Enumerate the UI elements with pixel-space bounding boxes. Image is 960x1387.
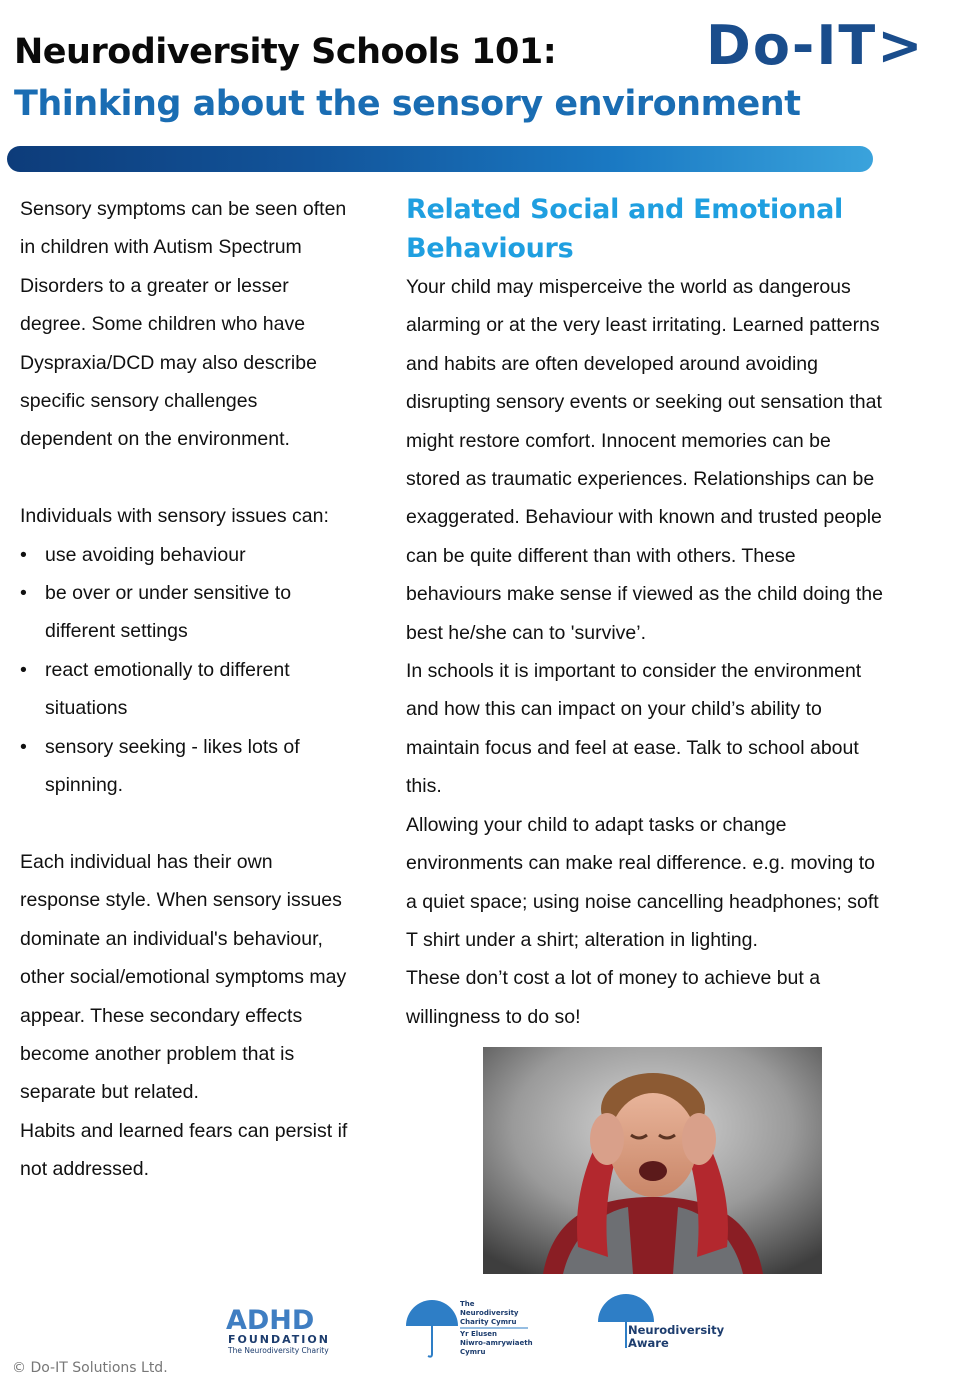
text-line: response style. When sensory issues bbox=[20, 889, 342, 912]
adhd-foundation-logo bbox=[222, 1303, 338, 1355]
bullet-icon: • bbox=[20, 582, 27, 605]
text-line: T shirt under a shirt; alteration in lighting. bbox=[406, 928, 758, 951]
text-line: can be quite different than with others. These bbox=[406, 544, 796, 567]
text-line: Habits and learned fears can persist if bbox=[20, 1119, 348, 1142]
text-line: a quiet space; using noise cancelling headphones; soft bbox=[406, 890, 879, 913]
list-item-text: be over or under sensitive to bbox=[45, 582, 292, 605]
text-line: and how this can impact on your child’s ability to bbox=[406, 698, 822, 721]
text-line: maintain focus and feel at ease. Talk to school about bbox=[406, 736, 859, 759]
list-item-text: use avoiding behaviour bbox=[45, 543, 246, 566]
neurodiversity-aware-logo bbox=[594, 1292, 724, 1352]
nda-logo-line: Aware bbox=[628, 1336, 669, 1350]
list-item-text: spinning. bbox=[45, 774, 124, 797]
text-line: Sensory symptoms can be seen often bbox=[20, 198, 347, 220]
text-line: disrupting sensory events or seeking out sensation that bbox=[406, 391, 882, 414]
adhd-logo-tag: The Neurodiversity Charity bbox=[228, 1346, 329, 1355]
bullet-icon: • bbox=[20, 658, 27, 681]
text-line: best he/she can to 'survive’. bbox=[406, 621, 647, 644]
ndc-logo-line: Neurodiversity bbox=[460, 1309, 519, 1317]
text-line: Each individual has their own bbox=[20, 850, 273, 873]
page-title: Neurodiversity Schools 101: bbox=[14, 32, 557, 72]
text-line: Your child may misperceive the world as dangerous bbox=[406, 276, 851, 298]
header-divider-bar bbox=[7, 146, 873, 172]
list-item bbox=[20, 536, 390, 574]
text-line: Allowing your child to adapt tasks or change bbox=[406, 813, 787, 836]
bullet-icon: • bbox=[20, 735, 27, 758]
list-intro: Individuals with sensory issues can: bbox=[20, 505, 329, 528]
text-line: stored as traumatic experiences. Relationships can be bbox=[406, 468, 875, 491]
section-heading bbox=[406, 190, 946, 268]
text-line: separate but related. bbox=[20, 1081, 199, 1104]
text-line: willingness to do so! bbox=[406, 1005, 581, 1028]
ndc-logo-line: Charity Cymru bbox=[460, 1318, 517, 1326]
text-line: environments can make real difference. e.g. moving to bbox=[406, 852, 875, 875]
right-column bbox=[406, 190, 946, 1036]
list-item bbox=[20, 728, 390, 805]
text-line: specific sensory challenges bbox=[20, 390, 258, 413]
text-line: this. bbox=[406, 775, 442, 798]
ndc-logo-line: Cymru bbox=[460, 1348, 486, 1356]
text-line: dependent on the environment. bbox=[20, 428, 290, 451]
text-line: and habits are often developed around avoiding bbox=[406, 352, 818, 375]
do-it-logo bbox=[706, 18, 931, 72]
nda-logo-line: Neurodiversity bbox=[628, 1323, 724, 1337]
text-line: Dyspraxia/DCD may also describe bbox=[20, 351, 317, 374]
ndc-logo-line: The bbox=[460, 1300, 475, 1308]
text-line: behaviours make sense if viewed as the child doing the bbox=[406, 583, 883, 606]
neurodiversity-charity-cymru-logo bbox=[402, 1298, 537, 1358]
child-covering-ears-photo bbox=[483, 1047, 822, 1274]
page-subtitle: Thinking about the sensory environment bbox=[14, 84, 801, 124]
sensory-issues-list bbox=[20, 536, 390, 805]
list-item-text: different settings bbox=[45, 620, 188, 643]
bullet-icon: • bbox=[20, 543, 27, 566]
text-line: Disorders to a greater or lesser bbox=[20, 274, 289, 297]
list-item-text: situations bbox=[45, 697, 128, 720]
list-item bbox=[20, 574, 390, 651]
left-column bbox=[20, 190, 390, 1189]
response-style-paragraph bbox=[20, 843, 390, 1112]
text-line: other social/emotional symptoms may bbox=[20, 966, 347, 989]
text-line: in children with Autism Spectrum bbox=[20, 236, 302, 259]
section-heading-line: Related Social and Emotional bbox=[406, 194, 843, 225]
text-line: exaggerated. Behaviour with known and trusted people bbox=[406, 506, 882, 529]
list-item-text: react emotionally to different bbox=[45, 658, 290, 681]
text-line: degree. Some children who have bbox=[20, 313, 306, 336]
section-heading-line: Behaviours bbox=[406, 233, 574, 264]
ndc-logo-line: Niwro-amrywiaeth bbox=[460, 1339, 533, 1347]
text-line: become another problem that is bbox=[20, 1042, 295, 1065]
list-item bbox=[20, 651, 390, 728]
intro-paragraph bbox=[20, 190, 390, 459]
text-line: These don’t cost a lot of money to achieve but a bbox=[406, 967, 821, 990]
adhd-logo-word: ADHD bbox=[226, 1305, 315, 1336]
habits-paragraph bbox=[20, 1112, 390, 1189]
text-line: not addressed. bbox=[20, 1158, 150, 1181]
text-line: alarming or at the very least irritating. Learned patterns bbox=[406, 314, 880, 337]
list-item-text: sensory seeking - likes lots of bbox=[45, 735, 300, 758]
text-line: appear. These secondary effects bbox=[20, 1004, 303, 1027]
ndc-logo-line: Yr Elusen bbox=[460, 1330, 498, 1338]
adhd-logo-sub: FOUNDATION bbox=[228, 1333, 330, 1346]
text-line: dominate an individual's behaviour, bbox=[20, 927, 323, 950]
text-line: might restore comfort. Innocent memories can be bbox=[406, 429, 831, 452]
copyright-notice: © Do-IT Solutions Ltd. bbox=[12, 1360, 168, 1376]
do-it-logo-text: Do-IT> bbox=[706, 18, 925, 72]
text-line: In schools it is important to consider the environment bbox=[406, 660, 862, 683]
